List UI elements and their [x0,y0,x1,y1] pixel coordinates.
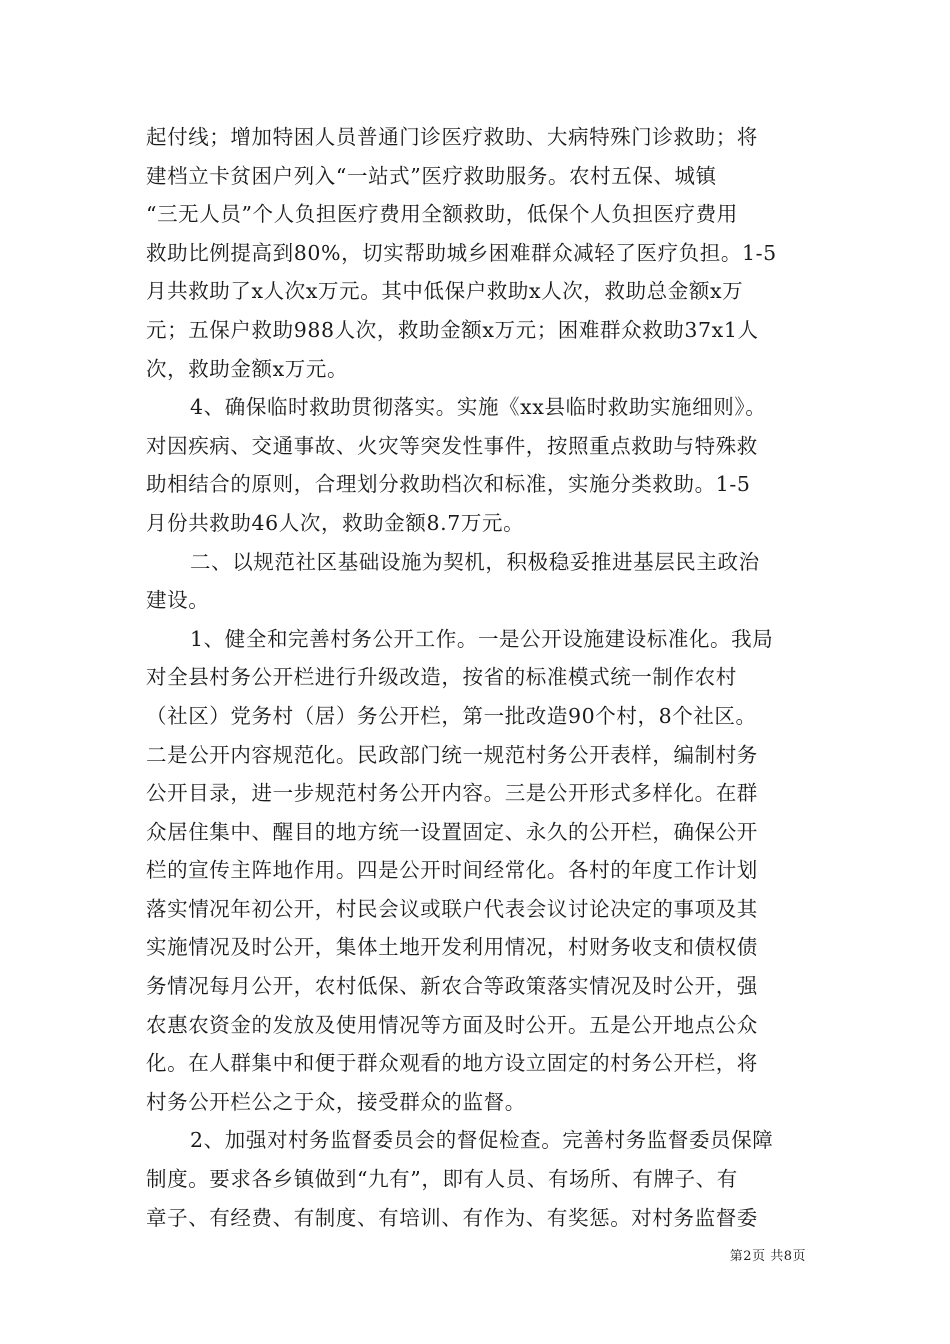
text-line: 务情况每月公开，农村低保、新农合等政策落实情况及时公开，强 [146,974,758,999]
text-line: 元；五保户救助988人次，救助金额x万元；困难群众救助37x1人 [146,317,759,342]
text-line: 公开目录，进一步规范村务公开内容。三是公开形式多样化。在群 [146,781,758,806]
text-line: 章子、有经费、有制度、有培训、有作为、有奖惩。对村务监督委 [146,1205,758,1230]
footer-total-pages: 8 [783,1249,793,1264]
text-line: 起付线；增加特困人员普通门诊医疗救助、大病特殊门诊救助；将 [146,125,758,149]
text-line: “三无人员”个人负担医疗费用全额救助，低保个人负担医疗费用 [146,202,738,227]
text-line: 建设。 [146,588,210,613]
text-line: 2、加强对村务监督委员会的督促检查。完善村务监督委员保障 [190,1128,774,1153]
text-line: 1、健全和完善村务公开工作。一是公开设施建设标准化。我局 [190,626,774,651]
text-line: 农惠农资金的发放及使用情况等方面及时公开。五是公开地点公众 [146,1012,758,1037]
text-line: 月份共救助46人次，救助金额8.7万元。 [146,510,525,535]
text-line: 化。在人群集中和便于群众观看的地方设立固定的村务公开栏，将 [146,1051,758,1076]
document-body [146,118,806,1237]
text-line: 助相结合的原则，合理划分救助档次和标准，实施分类救助。1-5 [146,472,751,497]
text-line: 4、确保临时救助贯彻落实。实施《xx县临时救助实施细则》。 [190,395,767,420]
text-line: 对因疾病、交通事故、火灾等突发性事件，按照重点救助与特殊救 [146,433,758,458]
text-line: 村务公开栏公之于众，接受群众的监督。 [146,1089,526,1114]
footer-middle: 页 共 [752,1249,784,1264]
text-line: 救助比例提高到80%，切实帮助城乡困难群众减轻了医疗负担。1-5 [146,240,777,265]
text-line: 月共救助了x人次x万元。其中低保户救助x人次，救助总金额x万 [146,279,744,304]
page-footer [708,1248,806,1266]
text-line: 二、以规范社区基础设施为契机，积极稳妥推进基层民主政治 [190,549,760,574]
footer-current-page: 2 [743,1249,753,1264]
footer-suffix: 页 [792,1249,806,1264]
text-line: 栏的宣传主阵地作用。四是公开时间经常化。各村的年度工作计划 [146,858,758,883]
text-line: 实施情况及时公开，集体土地开发利用情况，村财务收支和债权债 [146,935,758,960]
text-line: 众居住集中、醒目的地方统一设置固定、永久的公开栏，确保公开 [146,819,758,844]
text-line: 制度。要求各乡镇做到“九有”，即有人员、有场所、有牌子、有 [146,1167,738,1192]
text-line: 次，救助金额x万元。 [146,356,349,381]
text-line: 建档立卡贫困户列入“一站式”医疗救助服务。农村五保、城镇 [146,163,717,188]
text-line: 落实情况年初公开，村民会议或联户代表会议讨论决定的事项及其 [146,896,758,921]
text-line: 对全县村务公开栏进行升级改造，按省的标准模式统一制作农村 [146,665,737,690]
text-line: 二是公开内容规范化。民政部门统一规范村务公开表样，编制村务 [146,742,758,767]
text-line: （社区）党务村（居）务公开栏，第一批改造90个村，8个社区。 [146,703,757,728]
footer-prefix: 第 [729,1249,744,1264]
